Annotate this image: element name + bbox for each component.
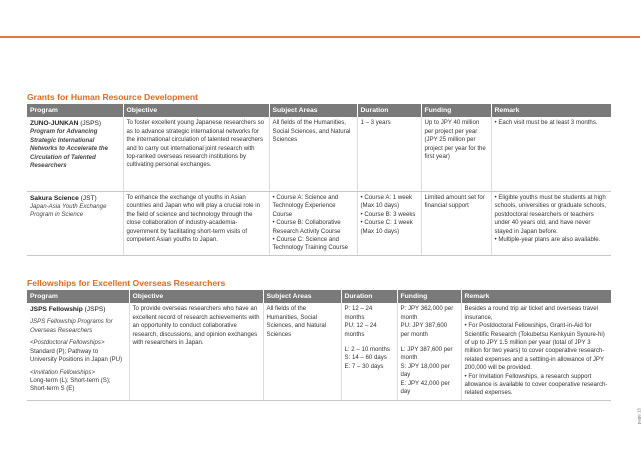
invitation-types: Long-term (L); Short-term (S); Short-term S (E) — [30, 376, 111, 393]
col-header-objective: Objective — [123, 104, 269, 117]
course-line: • Course B: Collaborative Research Activity Course — [272, 219, 341, 235]
col-header-remark: Remark — [491, 104, 611, 117]
duration-cell — [341, 303, 397, 400]
program-subtitle: Program for Advancing Strategic International Networks to Accelerate the Circulation of Talented Researchers — [30, 128, 109, 170]
remark-cell: • Each visit must be at least 3 months. — [491, 117, 611, 191]
remark-line: • Multiple-year plans are also available. — [494, 235, 601, 243]
duration-line: • Course C: 1 week (Max 10 days) — [360, 219, 413, 235]
duration-line: • Course B: 3 weeks — [360, 210, 416, 218]
duration-spacer — [345, 339, 394, 346]
invitation-label: <Invitation Fellowships> — [30, 368, 96, 376]
funding-line: L: JPY 387,600 per month — [400, 346, 453, 362]
col-header-objective: Objective — [129, 290, 263, 303]
funding-cell: Limited amount set for financial support — [421, 191, 491, 255]
remark-line: • For Invitation Fellowships, a research support allowance is available to cover cooperative research-related expenses. — [464, 372, 608, 397]
program-cell — [27, 191, 123, 255]
duration-line: S: 14 – 60 days — [344, 354, 387, 362]
section-title-fellowships: Fellowships for Excellent Overseas Researchers — [27, 278, 226, 288]
top-rule — [0, 36, 640, 38]
remark-line: Besides a round trip air ticket and overseas travel insurance, — [464, 305, 598, 321]
objective-cell: To enhance the exchange of youths in Asian countries and Japan who will play a crucial role in the field of science and technology through the close collaboration of industry-academia-government by facilitating short-term visits of competent Asian youths to Japan. — [123, 191, 269, 255]
duration-line: L: 2 – 10 months — [344, 346, 390, 353]
col-header-program: Program — [27, 290, 129, 303]
course-line: • Course C: Science and Technology Training Course — [272, 235, 349, 252]
funding-spacer — [401, 339, 458, 346]
duration-line: E: 7 – 30 days — [344, 362, 384, 370]
funding-cell: Up to JPY 40 million per project per year (JPY 25 million per project per year for the first year) — [421, 117, 491, 191]
remark-cell — [461, 303, 611, 400]
program-subtitle: Japan-Asia Youth Exchange Program in Science — [30, 202, 107, 219]
course-line: • Course A: Science and Technology Experience Course — [272, 193, 339, 218]
subject-cell: All fields of the Humanities, Social Sciences, and Natural Sciences — [269, 117, 357, 191]
table-header-row — [27, 290, 611, 303]
objective-cell: To foster excellent young Japanese researchers so as to advance strategic international networks for the international circulation of talented researchers and to carry out international joint research with top-ranked overseas research institutions by cultivating personal exchanges. — [123, 117, 269, 191]
col-header-duration: Duration — [341, 290, 397, 303]
section-title-grants: Grants for Human Resource Development — [27, 92, 198, 102]
objective-cell: To provide overseas researchers who have an excellent record of research achievements with an opportunity to conduct collaborative research, discussions, and opinion exchanges with researchers in Japan. — [129, 303, 263, 400]
postdoc-types: Standard (P); Pathway to University Positions in Japan (PU) — [30, 347, 123, 364]
col-header-subject-areas: Subject Areas — [263, 290, 341, 303]
grants-table — [27, 104, 611, 256]
program-name: JSPS Fellowship (JSPS) — [30, 306, 106, 314]
duration-line: • Course A: 1 week (Max 10 days) — [360, 193, 413, 210]
program-name: ZUNO-JUNKAN (JSPS) — [30, 120, 102, 128]
program-name: Sakura Science (JST) — [30, 194, 97, 202]
subject-cell: All fields of the Humanities, Social Sciences, and Natural Sciences — [263, 303, 341, 400]
program-subtitle: JSPS Fellowship Programs for Overseas Researchers — [30, 318, 113, 334]
page-number: page 15 — [636, 408, 641, 425]
table-row — [27, 191, 611, 255]
table-header-row — [27, 104, 611, 117]
funding-line: S: JPY 18,000 per day — [400, 362, 450, 379]
fellowships-table — [27, 290, 611, 401]
col-header-remark: Remark — [461, 290, 611, 303]
col-header-duration: Duration — [357, 104, 421, 117]
funding-line: PU: JPY 387,600 per month — [400, 322, 448, 338]
col-header-program: Program — [27, 104, 123, 117]
funding-line: P: JPY 362,000 per month — [400, 305, 454, 321]
program-cell — [27, 303, 129, 400]
col-header-funding: Funding — [397, 290, 461, 303]
subject-cell — [269, 191, 357, 255]
program-cell — [27, 117, 123, 191]
table-row — [27, 117, 611, 191]
duration-line: PU: 12 – 24 months — [344, 322, 377, 338]
duration-line: P: 12 – 24 months — [344, 305, 373, 321]
duration-cell: 1 – 3 years — [357, 117, 421, 191]
remark-cell — [491, 191, 611, 255]
funding-line: E: JPY 42,000 per day — [400, 379, 450, 396]
remark-line: • For Postdoctoral Fellowships, Grant-in-Aid for Scientific Research (Tokubetsu Kenkyuin Syoure-hi) of up to JPY 1.5 million per year (total of JPY 3 million for two years) to cover cooperative research-related expenses and a settling-in allowance of JPY 200,000 will be provided. — [464, 322, 605, 372]
postdoc-label: <Postdoctoral Fellowships> — [30, 339, 105, 347]
duration-cell — [357, 191, 421, 255]
table-row — [27, 303, 611, 400]
col-header-subject-areas: Subject Areas — [269, 104, 357, 117]
funding-cell — [397, 303, 461, 400]
col-header-funding: Funding — [421, 104, 491, 117]
remark-line: • Eligible youths must be students at high schools, universities or graduate schools, postdoctoral researchers or teachers under 40 years old, and have never stayed in Japan before. — [494, 193, 606, 235]
